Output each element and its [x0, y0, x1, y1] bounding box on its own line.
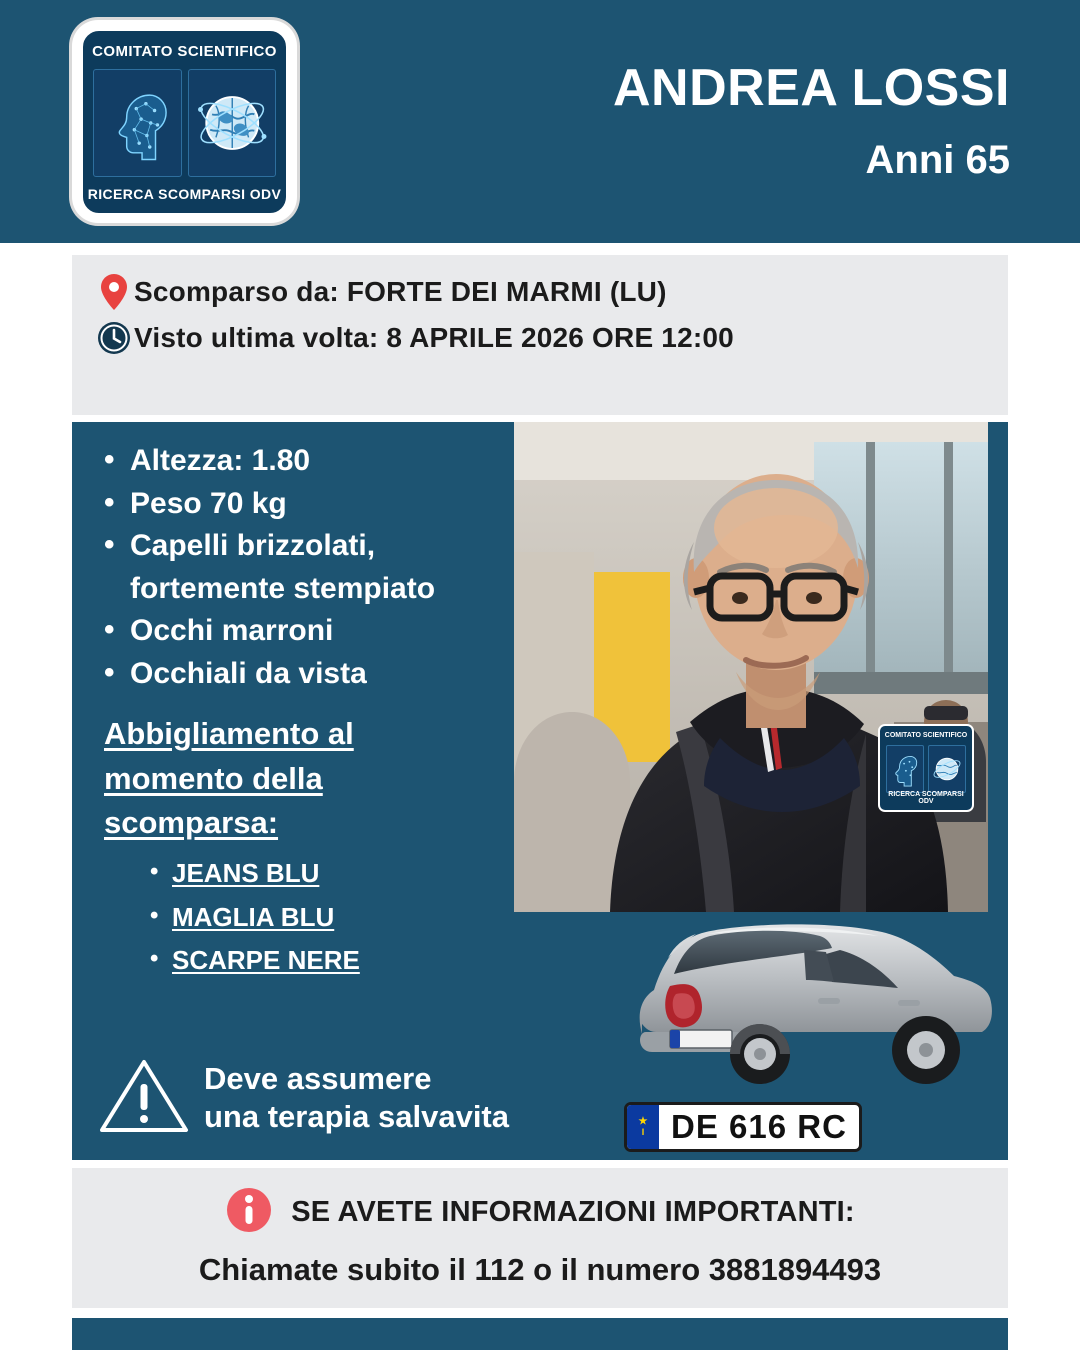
warning-triangle-icon — [98, 1056, 190, 1140]
bottom-bar — [72, 1318, 1008, 1350]
last-seen-row — [72, 321, 1008, 355]
location-text: Scomparso da: FORTE DEI MARMI (LU) — [134, 276, 667, 307]
title-block — [613, 59, 1010, 182]
list-item: • Capelli brizzolati, fortemente stempiato — [130, 525, 510, 610]
photo-watermark-logo — [878, 724, 974, 812]
list-item: • Altezza: 1.80 — [130, 440, 510, 483]
medical-warning — [98, 1056, 509, 1140]
eu-stars: ★ — [638, 1116, 648, 1127]
footer-title: SE AVETE INFORMAZIONI IMPORTANTI: — [291, 1195, 855, 1228]
footer-call-text: Chiamate subito il 112 o il numero 3881894493 — [198, 1252, 882, 1287]
watermark-graphics — [886, 745, 966, 793]
plate-country-code: I — [641, 1127, 645, 1137]
logo-bottom-text: RICERCA SCOMPARSI ODV — [87, 185, 282, 202]
vehicle-photo — [612, 902, 1008, 1092]
poster-header — [0, 0, 1080, 243]
list-item: • MAGLIA BLU — [172, 896, 510, 939]
logo-inner — [81, 29, 288, 215]
last-seen-text: Visto ultima volta: 8 APRILE 2026 ORE 12:00 — [134, 322, 734, 353]
watermark-top-text: COMITATO SCIENTIFICO — [884, 732, 968, 739]
license-plate — [624, 1102, 862, 1152]
traits-list — [90, 440, 510, 696]
location-row — [72, 273, 1008, 311]
list-item: • JEANS BLU — [172, 852, 510, 895]
person-age: Anni 65 — [865, 138, 1010, 182]
warning-line-1: Deve assumere — [204, 1061, 432, 1097]
list-item: • Occhiali da vista — [130, 653, 510, 696]
clothing-list — [90, 852, 510, 981]
list-item: • SCARPE NERE — [172, 939, 510, 982]
watermark-globe-icon — [928, 745, 966, 793]
map-pin-icon — [94, 273, 134, 311]
footer-title-row — [72, 1186, 1008, 1238]
logo-top-text: COMITATO SCIENTIFICO — [92, 42, 277, 60]
physical-details — [90, 440, 510, 982]
warning-text — [204, 1060, 509, 1136]
plate-number: DE 616 RC — [671, 1108, 847, 1145]
warning-line-2: una terapia salvavita — [204, 1099, 509, 1134]
clothing-heading: Abbigliamento al momento della scomparsa: — [104, 715, 354, 841]
list-item: • Peso 70 kg — [130, 483, 510, 526]
organization-logo — [72, 20, 297, 223]
clock-icon — [94, 321, 134, 355]
person-photo — [514, 422, 988, 912]
main-panel — [72, 422, 1008, 1160]
watermark-head-icon — [886, 745, 924, 793]
info-circle-icon — [225, 1186, 273, 1238]
contact-footer — [72, 1168, 1008, 1308]
person-name: ANDREA LOSSI — [613, 59, 1010, 117]
list-item: • Occhi marroni — [130, 610, 510, 653]
eu-flag-icon — [627, 1105, 659, 1149]
head-profile-icon — [93, 69, 182, 177]
disappearance-info — [72, 255, 1008, 415]
watermark-bottom-text: RICERCA SCOMPARSI ODV — [888, 791, 964, 805]
logo-graphics — [93, 69, 276, 177]
globe-icon — [188, 69, 277, 177]
